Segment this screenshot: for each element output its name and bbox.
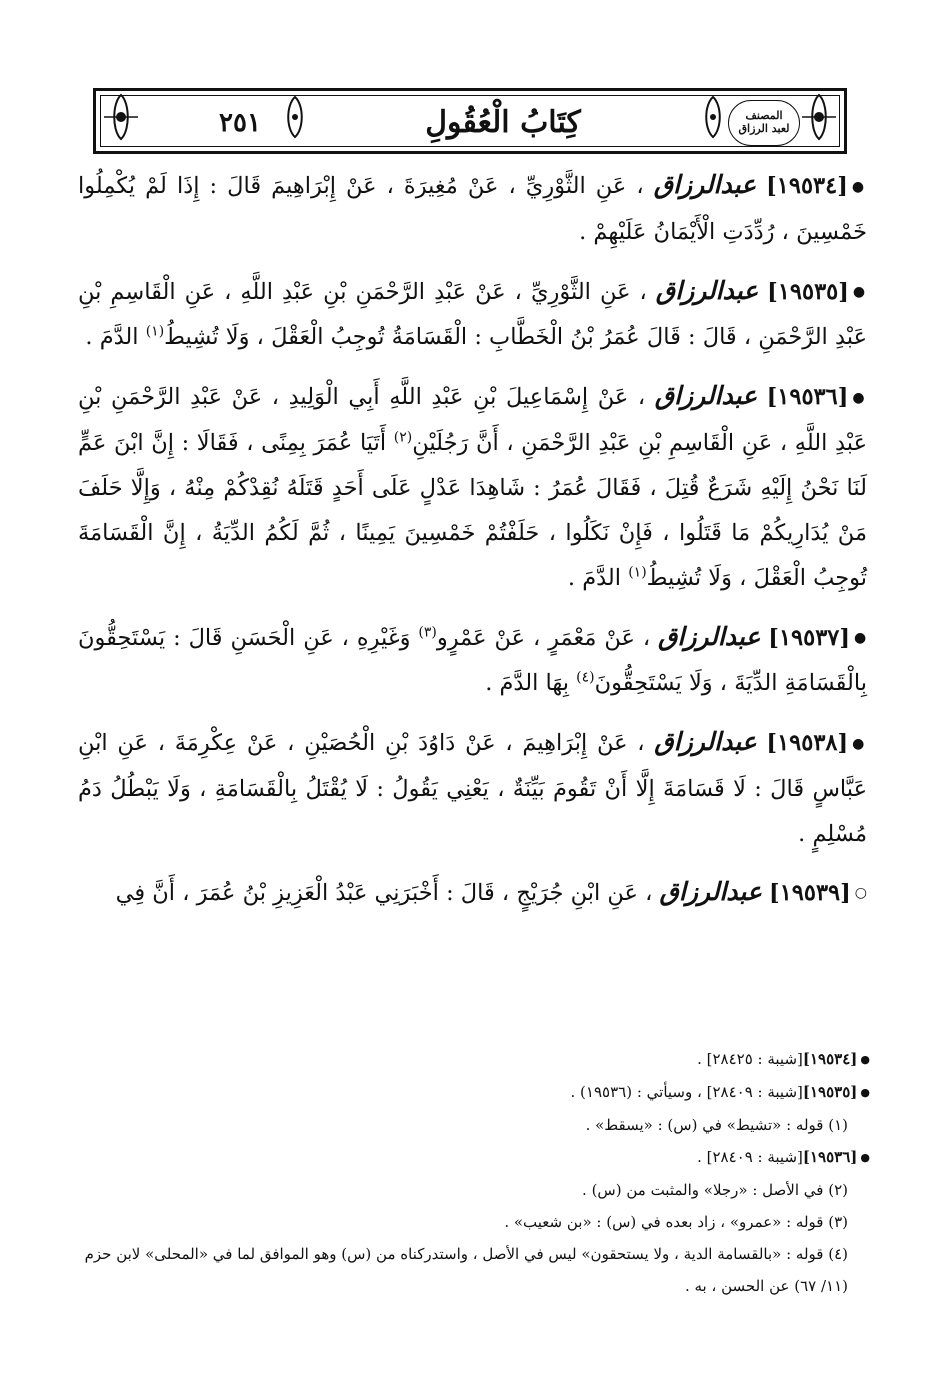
hadith-text: أَتَيَا عُمَرَ بِمِنًى ، فَقَالَا : إِنَّ ابْنَ عَمٍّ لَنَا نَحْنُ إِلَيْهِ شَرَعٌ قُتِلَ ، فَقَالَ عُمَرُ : شَاهِدَا عَدْلٍ عَلَى أَحَدٍ قَتَلَهُ نُقِدْكُمْ مِنْهُ ، وَإِلَّا حَلَفَ مَنْ يُدَارِيكُمْ مَا قَتَلُوا ، فَإِنْ نَكَلُوا ، حَلَفْتُمْ خَمْسِينَ يَمِينًا ، ثُمَّ لَكُمُ الدِّيَةُ ، إِنَّ الْقَسَامَةَ تُوجِبُ الْعَقْلَ ، وَلَا تُشِيطُ [78,429,867,591]
hadith-text: ، عَنْ إِسْمَاعِيلَ بْنِ عَبْدِ اللَّهِ أَبِي الْوَلِيدِ ، عَنْ عَبْدِ الرَّحْمَنِ بْنِ عَبْدِ اللَّهِ ، عَنِ الْقَاسِمِ بْنِ عَبْدِ الرَّحْمَنِ ، أَنَّ رَجُلَيْنِ [78,384,868,456]
hadith-text: ، عَنْ مَعْمَرٍ ، عَنْ عَمْرٍو [436,624,651,651]
author-name: عبدالرزاق [653,170,757,199]
hadith-number: [١٩٥٣٩] [769,879,851,906]
author-name: عبدالرزاق [654,381,758,410]
hadith-number: [١٩٥٣٤] [766,173,848,199]
hadith-text: ، عَنْ إِبْرَاهِيمَ ، عَنْ دَاوُدَ بْنِ الْحُصَيْنِ ، عَنْ عِكْرِمَةَ ، عَنِ ابْنِ عَبَّاسٍ قَالَ : لَا قَسَامَةَ إِلَّا أَنْ تَقُومَ بَيِّنَةٌ ، يَعْنِي يَقُولُ : لَا يُقْتَلُ بِالْقَسَامَةِ ، وَلَا يَبْطُلُ دَمُ مُسْلِمٍ . [78,730,867,847]
ref-id: [١٩٥٣٦] [802,1148,858,1166]
footnote-ref: (٢) [393,429,413,445]
author-name: عبدالرزاق [654,727,757,756]
hadith-19537 [78,614,867,707]
footnote-ref: (١) [628,564,647,580]
author-name: عبدالرزاق [655,275,759,305]
logo-line-2: لعبد الرزاق [738,122,790,135]
filled-circle-icon: ● [854,630,868,646]
filled-circle-icon: ● [851,178,867,195]
hadith-text: الدَّمَ . [567,564,622,591]
series-logo [728,100,800,146]
ornament-left-icon [100,91,142,143]
hadith-19535 [78,268,867,361]
book-title: كِتَابُ الْعُقُولِ [425,105,581,140]
open-circle-icon: ○ [854,885,867,901]
source-ref-19534 [78,1043,870,1076]
footnote-3: (٣) قوله : «عمرو» ، زاد بعده في (س) : «بن شعيب» . [504,1213,848,1231]
hadith-19534 [78,162,867,255]
hadith-number: [١٩٥٣٦] [766,384,849,410]
hadith-text: ، عَنِ الثَّوْرِيِّ ، عَنْ عَبْدِ الرَّحْمَنِ بْنِ عَبْدِ اللَّهِ ، عَنِ الْقَاسِمِ بْنِ عَبْدِ الرَّحْمَنِ ، قَالَ : قَالَ عُمَرُ بْنُ الْخَطَّابِ : الْقَسَامَةُ تُوجِبُ الْعَقْلَ ، وَلَا تُشِيطُ [78,278,867,350]
author-name: عبدالرزاق [659,876,762,906]
footnote-2: (٢) في الأصل : «رجلا» والمثبت من (س) . [582,1181,848,1199]
footnote-ref: (٣) [418,624,437,640]
filled-circle-icon: ● [860,1086,870,1099]
filled-circle-icon: ● [852,389,868,406]
hadith-text: الدَّمَ . [85,324,139,350]
source-ref-19536 [78,1141,870,1174]
hadith-text: وَغَيْرِهِ ، عَنِ الْحَسَنِ قَالَ : يَسْتَحِقُّونَ بِالْقَسَامَةِ الدِّيَةَ ، وَلَا يَسْتَحِقُّونَ [78,624,867,696]
hadith-text: بِهَا الدَّمَ . [485,670,569,696]
ref-text: [شيبة : ٢٨٤٠٩] . [697,1148,803,1166]
page-header [93,88,847,154]
filled-circle-icon: ● [860,1151,870,1164]
author-name: عبدالرزاق [658,621,761,651]
filled-circle-icon: ● [852,284,867,300]
page-number: ٢٥١ [219,108,261,138]
footnote-ref: (١) [145,323,165,340]
ornament-divider-right-icon [700,91,726,143]
ornament-right-icon [798,91,840,143]
ref-text: [شيبة : ٢٨٤٢٥] . [697,1050,803,1068]
hadith-text: ، عَنِ الثَّوْرِيِّ ، عَنْ مُغِيرَةَ ، عَنْ إِبْرَاهِيمَ قَالَ : إِذَا لَمْ يُكْمِلُوا خَمْسِينَ ، رُدِّدَتِ الْأَيْمَانُ عَلَيْهِمْ . [78,173,867,245]
hadith-number: [١٩٥٣٧] [768,624,851,651]
hadith-19538 [78,719,867,857]
hadith-number: [١٩٥٣٨] [766,730,849,756]
source-ref-19535 [78,1076,870,1109]
footnote-ref: (٤) [576,669,595,686]
footnotes [78,1043,870,1302]
footnote-4: (٤) قوله : «بالقسامة الدية ، ولا يستحقون» ليس في الأصل ، واستدركناه من (س) وهو الموافق لما في «المحلى» لابن حزم (١١/ ٦٧) عن الحسن ، به . [84,1245,848,1295]
logo-line-1: المصنف [745,109,783,122]
hadith-number: [١٩٥٣٥] [767,278,849,305]
filled-circle-icon: ● [852,735,867,752]
filled-circle-icon: ● [860,1053,870,1066]
hadith-text: ، عَنِ ابْنِ جُرَيْجٍ ، قَالَ : أَخْبَرَنِي عَبْدُ الْعَزِيزِ بْنُ عُمَرَ ، أَنَّ فِي [115,879,653,906]
main-text [78,162,867,916]
ref-id: [١٩٥٣٤] [802,1050,858,1068]
ref-text: [شيبة : ٢٨٤٠٩] ، وسيأتي : (١٩٥٣٦) . [570,1083,803,1101]
hadith-19539 [78,869,867,917]
ornament-divider-left-icon [282,91,308,143]
footnote-1: (١) قوله : «تشيط» في (س) : «يسقط» . [585,1116,848,1134]
ref-id: [١٩٥٣٥] [802,1083,858,1101]
hadith-19536 [78,373,867,601]
